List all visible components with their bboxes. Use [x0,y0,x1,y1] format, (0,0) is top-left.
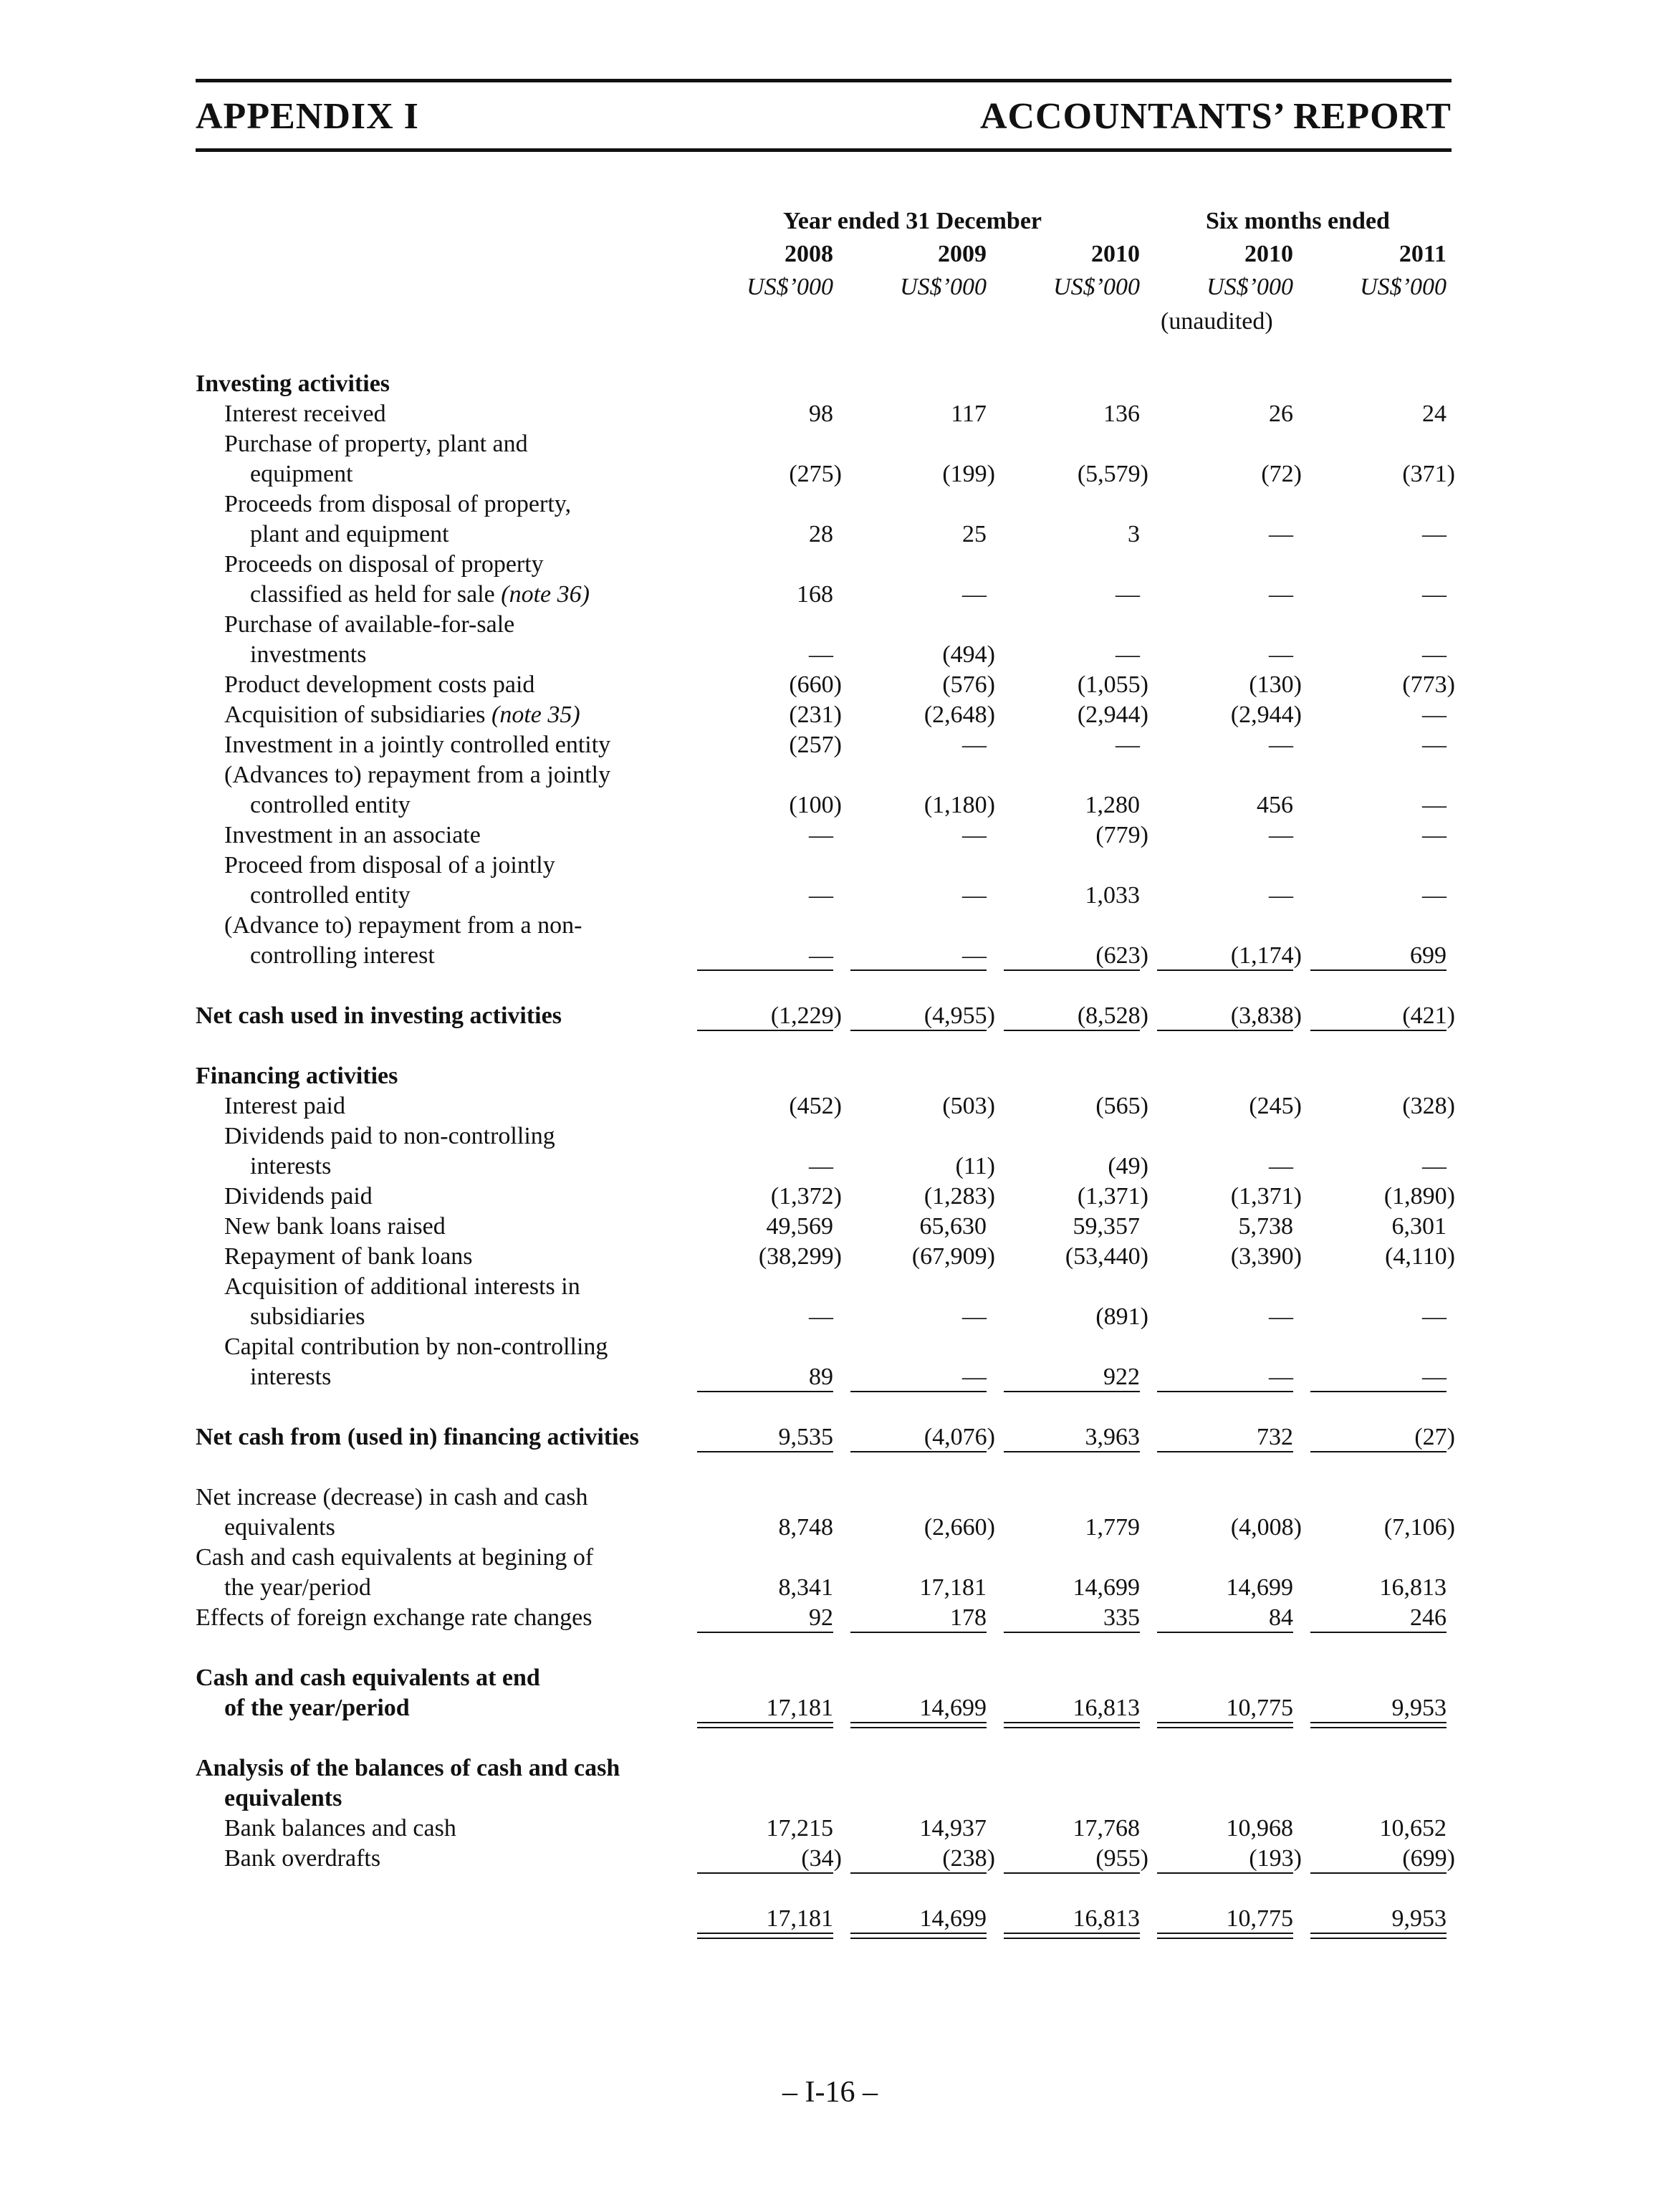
cell-value: (199) [942,461,995,487]
row-label [224,550,544,580]
row-label-text: New bank loans raised [224,1213,446,1240]
row-label [224,700,580,730]
row-label-text: equivalents [224,1785,342,1811]
cell-value: — [1422,882,1446,909]
double-underline [697,1722,833,1728]
double-underline [1310,1933,1446,1939]
cell-value: (1,890) [1383,1183,1455,1210]
cell-value: (1,371) [1230,1183,1302,1210]
row-label [224,1573,371,1603]
note-reference: (note 36) [501,581,590,608]
single-underline [1310,1451,1446,1452]
cell-value: (3,390) [1230,1243,1302,1270]
row-label [224,1332,608,1362]
cell-value: (1,229) [770,1002,842,1029]
cell-value: (565) [1095,1093,1148,1119]
row-label [196,1603,592,1633]
cell-value: 1,033 [1085,882,1140,909]
cell-value: 10,968 [1226,1815,1293,1842]
row-label-text: Bank overdrafts [224,1845,381,1872]
cell-value: 17,768 [1073,1815,1140,1842]
row-label-text: Proceeds from disposal of property, [224,491,572,517]
row-label-text: Investment in a jointly controlled entity [224,732,611,758]
cell-value: — [962,822,987,848]
cell-value: — [1269,822,1293,848]
single-underline [1157,1451,1293,1452]
row-label [224,670,534,700]
row-label [250,1302,365,1332]
cell-value: (2,660) [923,1514,995,1541]
column-year: 2010 [1091,241,1140,267]
cell-value: 9,953 [1391,1905,1446,1932]
row-label-text: Acquisition of additional interests in [224,1273,580,1300]
row-label-text: plant and equipment [250,521,449,547]
cell-value: — [1269,1364,1293,1390]
cell-value: 59,357 [1073,1213,1140,1240]
cell-value: (2,944) [1230,702,1302,728]
cell-value: (2,648) [923,702,995,728]
row-label-text: the year/period [224,1574,371,1601]
cell-value: 65,630 [919,1213,987,1240]
row-label [196,1422,639,1452]
row-label [224,1121,555,1152]
cell-value: — [1116,641,1140,668]
row-label [224,610,514,640]
cell-value: — [962,942,987,969]
cell-value: 1,779 [1085,1514,1140,1541]
cell-value: — [1422,1364,1446,1390]
cell-value: 16,813 [1379,1574,1446,1601]
cell-value: — [809,1303,833,1330]
row-label-text: Purchase of available-for-sale [224,611,515,638]
cell-value: (1,372) [770,1183,842,1210]
row-label [224,1693,410,1723]
cell-value: — [1422,702,1446,728]
single-underline [850,969,987,971]
single-underline [697,1451,833,1452]
row-label [250,1152,331,1182]
cell-value: (452) [789,1093,842,1119]
single-underline [697,1391,833,1392]
row-label [224,1513,335,1543]
cell-value: (699) [1402,1845,1455,1872]
row-label [196,1663,540,1693]
cell-value: 922 [1103,1364,1140,1390]
cell-value: — [809,822,833,848]
cell-value: (1,283) [923,1183,995,1210]
row-label-text: (Advance to) repayment from a non- [224,912,582,939]
report-title: ACCOUNTANTS’ REPORT [979,96,1452,137]
cell-value: (1,055) [1077,671,1148,698]
cell-value: 732 [1257,1424,1293,1450]
double-underline [1310,1722,1446,1728]
cell-value: 17,181 [919,1574,987,1601]
cell-value: 8,341 [778,1574,833,1601]
single-underline [1310,969,1446,971]
row-label [196,1483,587,1513]
cell-value: 335 [1103,1604,1140,1631]
single-underline [850,1391,987,1392]
appendix-title: APPENDIX I [196,96,419,137]
cell-value: 17,215 [766,1815,833,1842]
double-underline [697,1933,833,1939]
row-label-text: Dividends paid [224,1183,373,1210]
single-underline [1157,1872,1293,1874]
cell-value: 6,301 [1391,1213,1446,1240]
single-underline [697,1632,833,1633]
column-unit: US$’000 [747,274,833,300]
cell-value: (34) [801,1845,842,1872]
cell-value: (371) [1402,461,1455,487]
cell-value: 14,699 [919,1905,987,1932]
single-underline [697,1030,833,1031]
row-label-text: Analysis of the balances of cash and cash [196,1755,620,1781]
column-year: 2010 [1244,241,1293,267]
cell-value: (421) [1402,1002,1455,1029]
cell-value: 117 [951,401,987,427]
row-label [224,820,481,851]
cell-value: (4,955) [923,1002,995,1029]
single-underline [850,1872,987,1874]
cell-value: 17,181 [766,1905,833,1932]
cell-value: (53,440) [1065,1243,1148,1270]
cell-value: — [962,732,987,758]
column-year: 2011 [1398,241,1446,267]
row-label-text: Investment in an associate [224,822,481,848]
single-underline [1157,969,1293,971]
row-label-text: Purchase of property, plant and [224,431,528,457]
cell-value: (4,110) [1385,1243,1455,1270]
cell-value: (779) [1095,822,1148,848]
row-label-text: Financing activities [196,1063,398,1089]
row-label [250,941,435,971]
single-underline [1004,1872,1140,1874]
cell-value: (576) [942,671,995,698]
cell-value: (623) [1095,942,1148,969]
row-label [224,1814,456,1844]
row-label [250,459,353,489]
double-underline [850,1933,987,1939]
cell-value: — [1422,521,1446,547]
single-underline [1157,1632,1293,1633]
cell-value: (72) [1261,461,1302,487]
cell-value: — [809,1153,833,1179]
row-label-text: Proceed from disposal of a jointly [224,852,555,878]
page-number: – I-16 – [782,2076,878,2109]
row-label [224,429,528,459]
row-label [196,1001,562,1031]
row-label-text: subsidiaries [250,1303,365,1330]
cell-value: (11) [955,1153,995,1179]
cell-value: 84 [1269,1604,1293,1631]
cell-value: — [1269,732,1293,758]
cell-value: 24 [1422,401,1446,427]
single-underline [1310,1872,1446,1874]
single-underline [1157,1030,1293,1031]
row-label [250,640,366,670]
cell-value: 8,748 [778,1514,833,1541]
single-underline [1310,1030,1446,1031]
cell-value: 98 [809,401,833,427]
cell-value: — [809,641,833,668]
cell-value: (49) [1108,1153,1148,1179]
cell-value: — [1269,581,1293,608]
cell-value: — [1422,1153,1446,1179]
row-label-text: controlling interest [250,942,435,969]
note-reference: (note 35) [491,702,580,728]
row-label [224,1212,446,1242]
double-underline [1004,1722,1140,1728]
cell-value: — [809,882,833,909]
cell-value: — [1269,882,1293,909]
cell-value: — [1422,822,1446,848]
cell-value: 14,699 [1073,1574,1140,1601]
row-label-text: interests [250,1153,332,1179]
row-label [224,760,610,790]
column-year: 2008 [785,241,833,267]
cell-value: — [962,581,987,608]
single-underline [1310,1391,1446,1392]
column-unit: US$’000 [1053,274,1140,300]
row-label-text: Cash and cash equivalents at begining of [196,1544,594,1571]
row-label [224,399,386,429]
cell-value: — [962,1303,987,1330]
cell-value: — [1269,641,1293,668]
double-underline [1157,1933,1293,1939]
row-label [196,1543,593,1573]
cell-value: — [1269,521,1293,547]
row-label-text: Investing activities [196,370,390,397]
row-label-text: Product development costs paid [224,671,535,698]
cell-value: 699 [1410,942,1446,969]
row-label [224,1242,473,1272]
cell-value: — [1422,792,1446,818]
cell-value: (245) [1249,1093,1302,1119]
row-label [196,1061,398,1091]
column-group-six-months: Six months ended [1206,208,1390,234]
row-label-text: Interest received [224,401,386,427]
cell-value: (2,944) [1077,702,1148,728]
row-label-text: of the year/period [224,1695,410,1721]
cell-value: — [1422,1303,1446,1330]
row-label-text: Bank balances and cash [224,1815,456,1842]
cell-value: (1,371) [1077,1183,1148,1210]
single-underline [697,1872,833,1874]
column-unit: US$’000 [900,274,987,300]
cell-value: — [1116,581,1140,608]
row-label [250,790,411,820]
row-label-text: Repayment of bank loans [224,1243,473,1270]
column-group-year-ended: Year ended 31 December [783,208,1042,234]
cell-value: 10,775 [1226,1905,1293,1932]
cell-value: 17,181 [766,1695,833,1721]
row-label-text: Net increase (decrease) in cash and cash [196,1484,588,1510]
single-underline [1004,969,1140,971]
cell-value: (231) [789,702,842,728]
cell-value: (100) [789,792,842,818]
double-underline [850,1722,987,1728]
cell-value: (494) [942,641,995,668]
cell-value: — [1269,1303,1293,1330]
cell-value: 246 [1410,1604,1446,1631]
row-label [224,1272,580,1302]
cell-value: — [1422,641,1446,668]
row-label-text: Acquisition of subsidiaries [224,702,492,728]
cell-value: (328) [1402,1093,1455,1119]
cell-value: (130) [1249,671,1302,698]
row-label-text: Proceeds on disposal of property [224,551,544,578]
cell-value: 1,280 [1085,792,1140,818]
cell-value: (193) [1249,1845,1302,1872]
cell-value: (27) [1414,1424,1455,1450]
cell-value: 168 [797,581,833,608]
cell-value: (955) [1095,1845,1148,1872]
cell-value: 25 [962,521,987,547]
row-label-text: Effects of foreign exchange rate changes [196,1604,592,1631]
single-underline [1004,1451,1140,1452]
single-underline [1004,1030,1140,1031]
row-label [224,911,582,941]
cell-value: — [1422,732,1446,758]
cell-value: 92 [809,1604,833,1631]
single-underline [1157,1391,1293,1392]
cell-value: 16,813 [1073,1905,1140,1932]
row-label [224,730,610,760]
single-underline [1004,1632,1140,1633]
row-label-text: controlled entity [250,792,411,818]
cell-value: 28 [809,521,833,547]
cell-value: (503) [942,1093,995,1119]
single-underline [697,969,833,971]
cell-value: 10,652 [1379,1815,1446,1842]
single-underline [850,1632,987,1633]
row-label-text: Capital contribution by non-controlling [224,1334,608,1360]
row-label-text: equipment [250,461,353,487]
page-header [196,79,1452,152]
column-unit: US$’000 [1360,274,1446,300]
cell-value: 3 [1128,521,1140,547]
single-underline [1310,1632,1446,1633]
double-underline [1157,1722,1293,1728]
row-label-text: Cash and cash equivalents at end [196,1665,540,1691]
cell-value: — [962,1364,987,1390]
row-label-text: interests [250,1364,332,1390]
cell-value: — [962,882,987,909]
single-underline [1004,1391,1140,1392]
row-label [224,1784,342,1814]
cell-value: — [1269,1153,1293,1179]
cell-value: 14,937 [919,1815,987,1842]
cell-value: 14,699 [919,1695,987,1721]
row-label-text: controlled entity [250,882,411,909]
row-label [250,520,449,550]
double-underline [1004,1933,1140,1939]
row-label [224,1091,345,1121]
cell-value: 89 [809,1364,833,1390]
row-label-text: Interest paid [224,1093,345,1119]
cell-value: 26 [1269,401,1293,427]
cell-value: 10,775 [1226,1695,1293,1721]
row-label-text: Dividends paid to non-controlling [224,1123,555,1149]
cell-value: — [809,942,833,969]
cell-value: (4,076) [923,1424,995,1450]
row-label-text: equivalents [224,1514,335,1541]
cell-value: 9,953 [1391,1695,1446,1721]
row-label [224,851,555,881]
cell-value: (257) [789,732,842,758]
cell-value: (4,008) [1230,1514,1302,1541]
row-label [250,1362,331,1392]
row-label [196,1753,620,1784]
cell-value: 16,813 [1073,1695,1140,1721]
cell-value: (275) [789,461,842,487]
cell-value: 49,569 [766,1213,833,1240]
row-label-text: (Advances to) repayment from a jointly [224,762,611,788]
cell-value: (1,174) [1230,942,1302,969]
row-label [196,369,390,399]
row-label-text: Net cash from (used in) financing activities [196,1424,639,1450]
row-label [250,580,590,610]
cell-value: 5,738 [1238,1213,1293,1240]
cell-value: (891) [1095,1303,1148,1330]
row-label [224,1182,373,1212]
single-underline [850,1451,987,1452]
row-label [224,489,571,520]
row-label [250,881,411,911]
cell-value: (238) [942,1845,995,1872]
cell-value: (3,838) [1230,1002,1302,1029]
row-label-text: Net cash used in investing activities [196,1002,562,1029]
cell-value: — [1422,581,1446,608]
column-year: 2009 [938,241,987,267]
column-unit: US$’000 [1206,274,1293,300]
cell-value: 178 [950,1604,987,1631]
cell-value: (5,579) [1077,461,1148,487]
cell-value: (67,909) [911,1243,995,1270]
cell-value: (773) [1402,671,1455,698]
cell-value: 14,699 [1226,1574,1293,1601]
cell-value: (38,299) [758,1243,842,1270]
row-label-text: investments [250,641,367,668]
cell-value: 136 [1103,401,1140,427]
cell-value: — [1116,732,1140,758]
unaudited-note: (unaudited) [1161,308,1273,335]
cell-value: (660) [789,671,842,698]
cell-value: (1,180) [923,792,995,818]
row-label [224,1844,380,1874]
cell-value: 456 [1257,792,1293,818]
row-label-text: classified as held for sale [250,581,502,608]
cell-value: 3,963 [1085,1424,1140,1450]
cell-value: (8,528) [1077,1002,1148,1029]
cell-value: 9,535 [778,1424,833,1450]
cell-value: (7,106) [1383,1514,1455,1541]
single-underline [850,1030,987,1031]
